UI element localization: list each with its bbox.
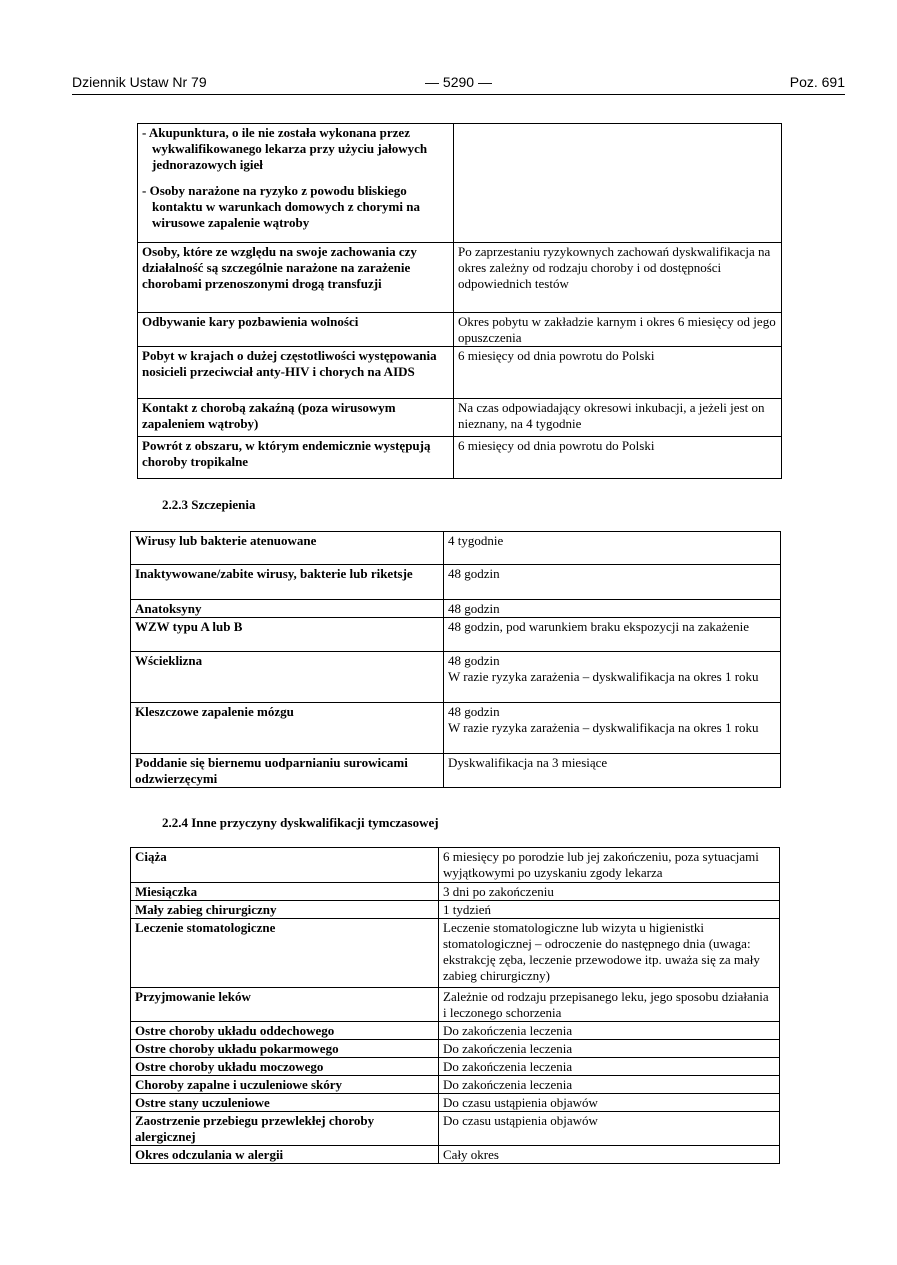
period-cell: 4 tygodnie (444, 532, 781, 565)
position-number: Poz. 691 (789, 74, 845, 90)
vaccine-cell: Poddanie się biernemu uodparnianiu surowicami odzwierzęcymi (131, 754, 444, 788)
table-row (131, 1040, 780, 1058)
table-row (131, 652, 781, 703)
reason-cell: Ciąża (131, 848, 439, 883)
reason-cell: Ostre stany uczuleniowe (131, 1094, 439, 1112)
table-row (131, 1094, 780, 1112)
period-cell: Do czasu ustąpienia objawów (439, 1112, 780, 1146)
table-row (138, 399, 782, 437)
vaccine-cell: Wirusy lub bakterie atenuowane (131, 532, 444, 565)
table-row (131, 600, 781, 618)
period-note: W razie ryzyka zarażenia – dyskwalifikacja na okres 1 roku (448, 669, 759, 684)
period-cell: 6 miesięcy od dnia powrotu do Polski (454, 347, 782, 399)
period-cell (444, 652, 781, 703)
vaccine-cell: Anatoksyny (131, 600, 444, 618)
section-title-vaccinations: 2.2.3 Szczepienia (162, 497, 256, 512)
vaccine-cell: WZW typu A lub B (131, 618, 444, 652)
period-cell: Do zakończenia leczenia (439, 1076, 780, 1094)
list-item: - Osoby narażone na ryzyko z powodu bliskiego kontaktu w warunkach domowych z chorymi na wirusowe zapalenie wątroby (142, 183, 420, 230)
criterion-cell: Kontakt z chorobą zakaźną (poza wirusowym zapaleniem wątroby) (138, 399, 454, 437)
period-cell: 1 tydzień (439, 901, 780, 919)
reason-cell: Przyjmowanie leków (131, 988, 439, 1022)
table-row (131, 618, 781, 652)
criterion-cell (138, 124, 454, 243)
table-row (131, 1022, 780, 1040)
period-cell: 3 dni po zakończeniu (439, 883, 780, 901)
period-cell: Na czas odpowiadający okresowi inkubacji, a jeżeli jest on nieznany, na 4 tygodnie (454, 399, 782, 437)
table-row (131, 919, 780, 988)
period-cell: Do czasu ustąpienia objawów (439, 1094, 780, 1112)
period-cell: 48 godzin, pod warunkiem braku ekspozycji na zakażenie (444, 618, 781, 652)
table-row (138, 124, 782, 243)
table-row (138, 313, 782, 347)
other-disqualifications-table (130, 847, 780, 1164)
period-cell: Do zakończenia leczenia (439, 1022, 780, 1040)
period-note: W razie ryzyka zarażenia – dyskwalifikacja na okres 1 roku (448, 720, 759, 735)
reason-cell: Choroby zapalne i uczuleniowe skóry (131, 1076, 439, 1094)
table-row (131, 754, 781, 788)
period-cell: Do zakończenia leczenia (439, 1040, 780, 1058)
table-row (131, 901, 780, 919)
reason-cell: Ostre choroby układu pokarmowego (131, 1040, 439, 1058)
table-row (131, 848, 780, 883)
period-cell (454, 124, 782, 243)
table-row (131, 1112, 780, 1146)
period-text: Po zaprzestaniu ryzykownych zachowań dyskwalifikacja na okres zależny od rodzaju choroby i od dostępności odpowiednich testów (458, 244, 771, 291)
table-row (131, 988, 780, 1022)
vaccine-cell: Kleszczowe zapalenie mózgu (131, 703, 444, 754)
table-row (131, 532, 781, 565)
table-row (131, 1058, 780, 1076)
period-cell: 48 godzin (444, 600, 781, 618)
period-cell (454, 243, 782, 313)
period-cell: Okres pobytu w zakładzie karnym i okres 6 miesięcy od jego opuszczenia (454, 313, 782, 347)
journal-title: Dziennik Ustaw Nr 79 (72, 74, 207, 90)
period-cell: Cały okres (439, 1146, 780, 1164)
period-cell: 6 miesięcy po porodzie lub jej zakończeniu, poza sytuacjami wyjątkowymi po uzyskaniu zgody lekarza (439, 848, 780, 883)
reason-cell: Miesiączka (131, 883, 439, 901)
period-cell (444, 703, 781, 754)
table-row (138, 347, 782, 399)
reason-cell: Mały zabieg chirurgiczny (131, 901, 439, 919)
reason-cell: Ostre choroby układu moczowego (131, 1058, 439, 1076)
criterion-cell: Pobyt w krajach o dużej częstotliwości występowania nosicieli przeciwciał anty-HIV i chorych na AIDS (138, 347, 454, 399)
period-cell: Dyskwalifikacja na 3 miesiące (444, 754, 781, 788)
vaccinations-table (130, 531, 781, 788)
criterion-cell: Odbywanie kary pozbawienia wolności (138, 313, 454, 347)
period-text: 48 godzin (448, 704, 500, 719)
table-row (138, 437, 782, 479)
page-header (72, 72, 845, 95)
disqualification-table-continued (137, 123, 782, 479)
table-row (131, 1146, 780, 1164)
vaccine-cell: Inaktywowane/zabite wirusy, bakterie lub riketsje (131, 565, 444, 600)
table-row (131, 883, 780, 901)
period-cell: 6 miesięcy od dnia powrotu do Polski (454, 437, 782, 479)
list-item: - Akupunktura, o ile nie została wykonana przez wykwalifikowanego lekarza przy użyciu jałowych jednorazowych igieł (142, 125, 428, 172)
table-row (131, 1076, 780, 1094)
reason-cell: Leczenie stomatologiczne (131, 919, 439, 988)
table-row (131, 703, 781, 754)
period-text: 48 godzin (448, 653, 500, 668)
period-cell: Zależnie od rodzaju przepisanego leku, jego sposobu działania i leczonego schorzenia (439, 988, 780, 1022)
vaccine-cell: Wścieklizna (131, 652, 444, 703)
criterion-cell: Powrót z obszaru, w którym endemicznie występują choroby tropikalne (138, 437, 454, 479)
period-cell: Leczenie stomatologiczne lub wizyta u higienistki stomatologicznej – odroczenie do następnego dnia (uwaga: ekstrakcję zęba, leczenie przewodowe itp. uważa się za mały zabieg chirurgiczny) (439, 919, 780, 988)
period-cell: 48 godzin (444, 565, 781, 600)
reason-cell: Okres odczulania w alergii (131, 1146, 439, 1164)
section-title-other: 2.2.4 Inne przyczyny dyskwalifikacji tymczasowej (162, 815, 439, 830)
table-row (138, 243, 782, 313)
reason-cell: Zaostrzenie przebiegu przewlekłej choroby alergicznej (131, 1112, 439, 1146)
page-number: — 5290 — (425, 74, 492, 90)
period-cell: Do zakończenia leczenia (439, 1058, 780, 1076)
reason-cell: Ostre choroby układu oddechowego (131, 1022, 439, 1040)
table-row (131, 565, 781, 600)
criterion-cell: Osoby, które ze względu na swoje zachowania czy działalność są szczególnie narażone na zarażenie chorobami przenoszonymi drogą transfuzji (138, 243, 454, 313)
